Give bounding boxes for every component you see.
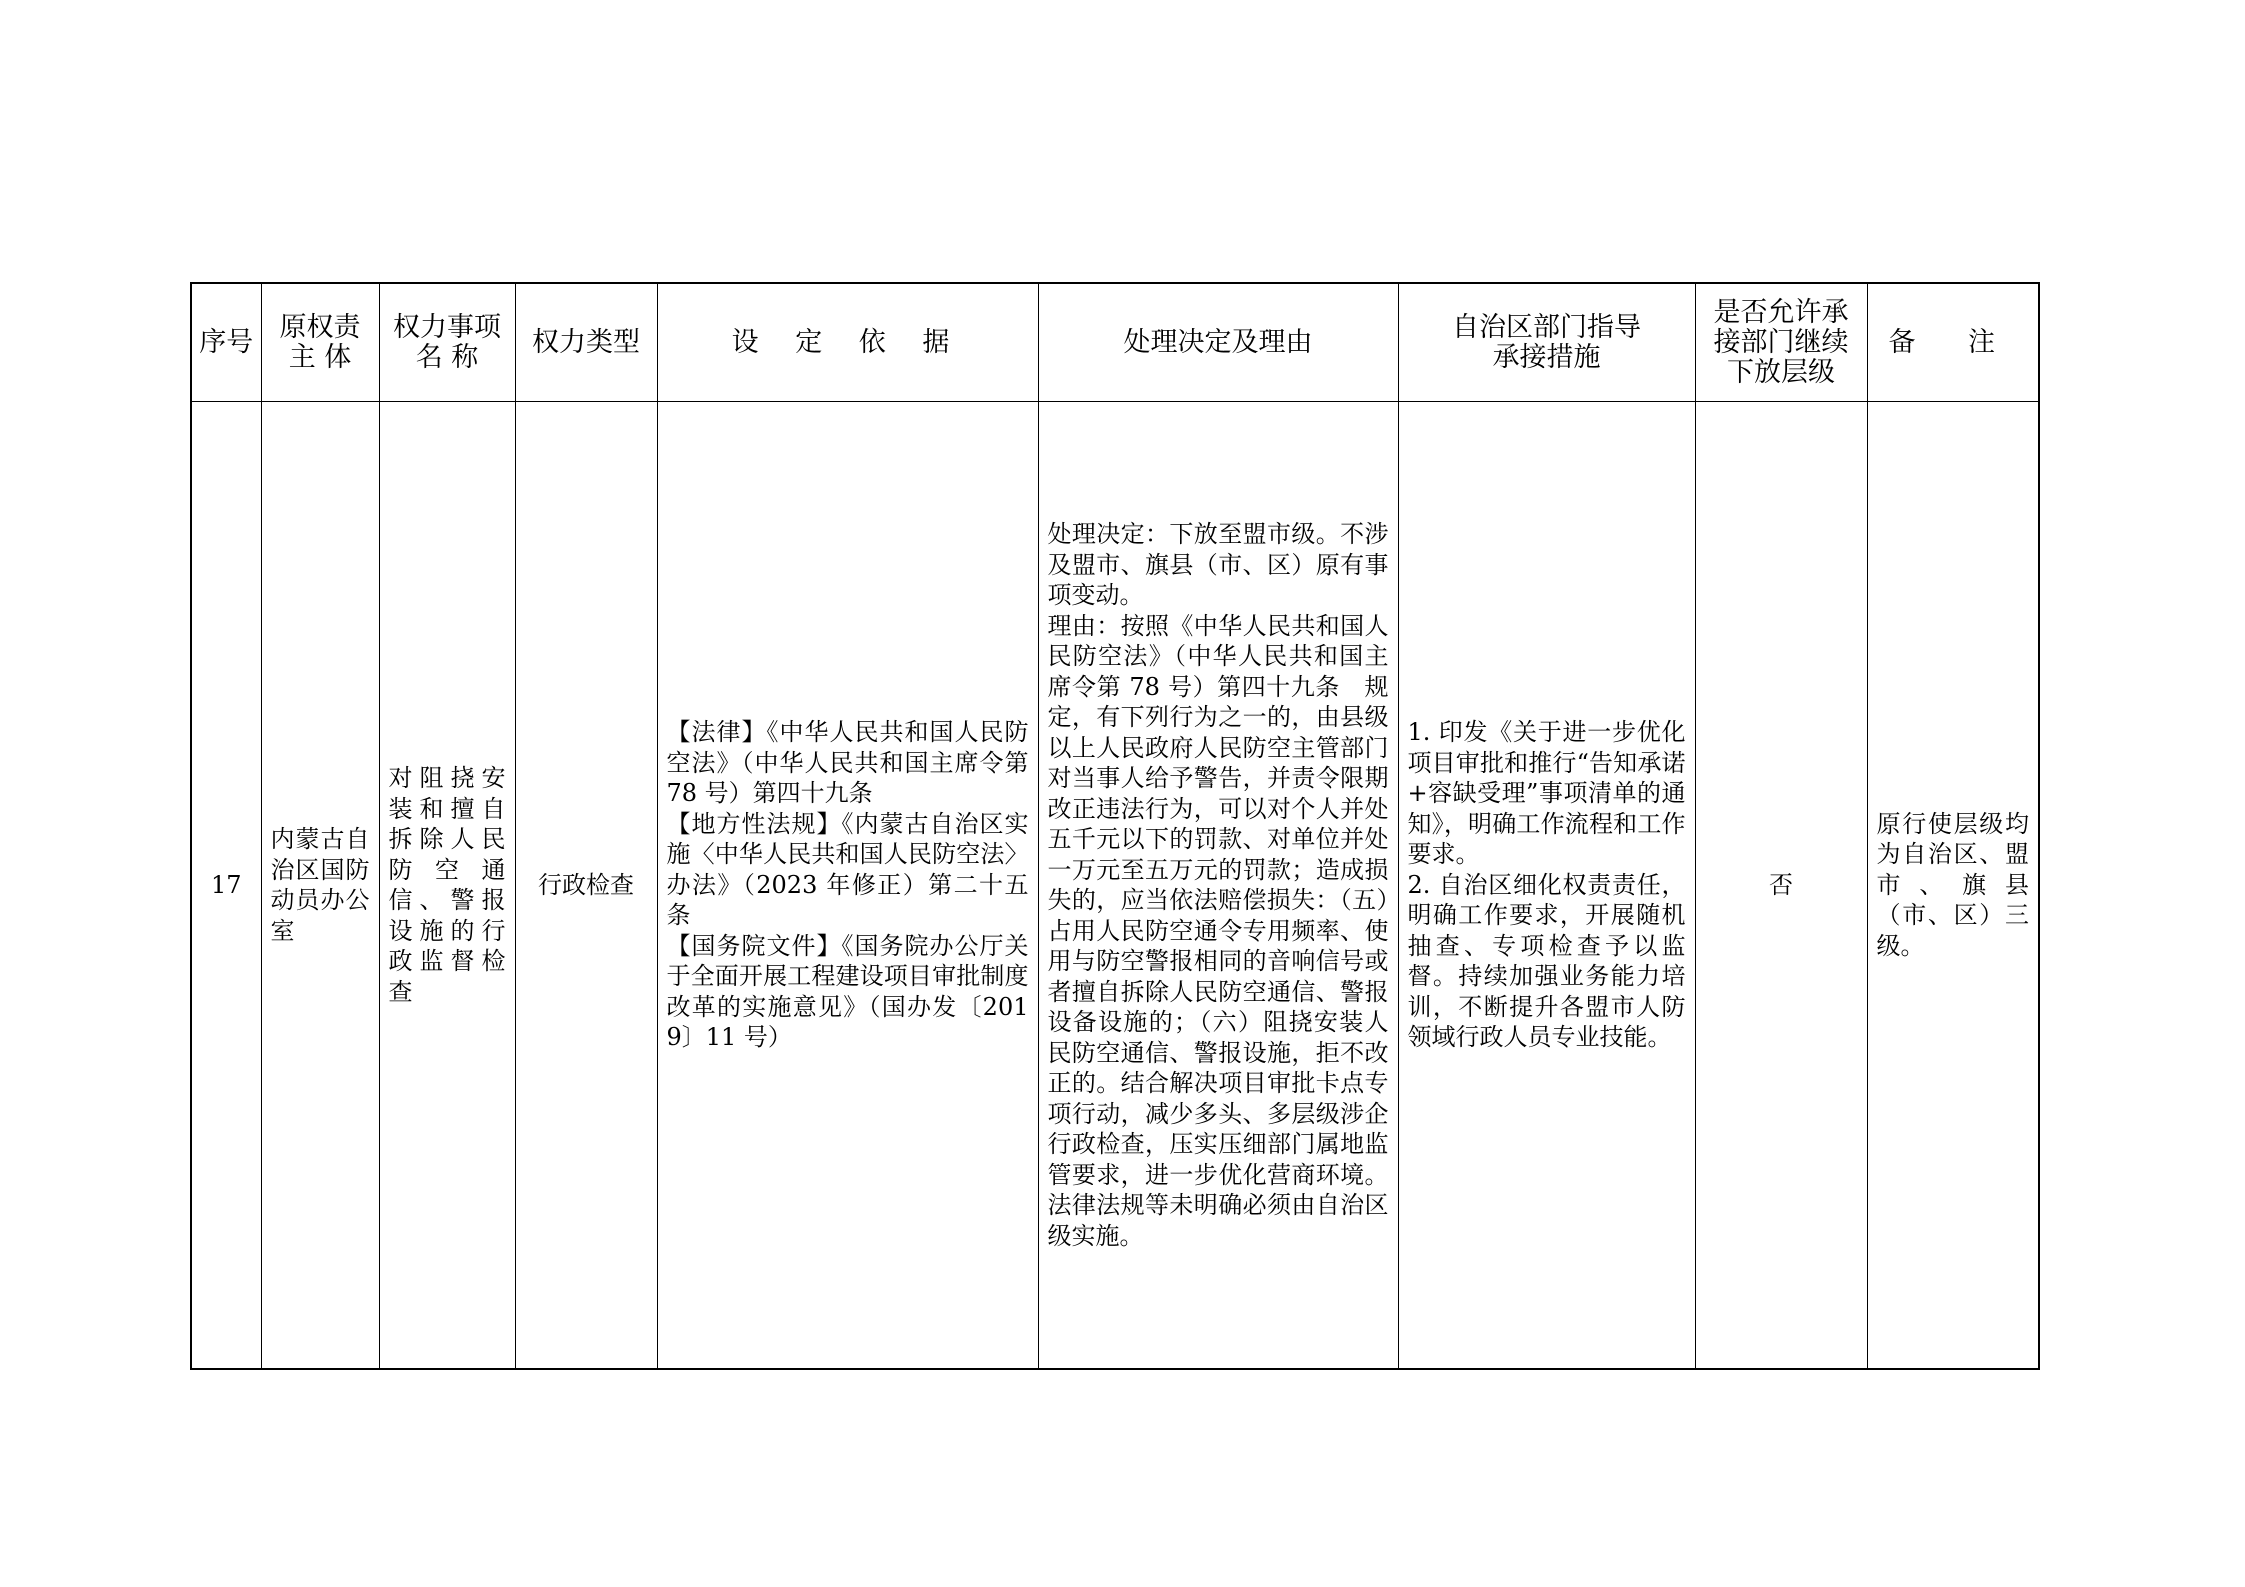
header-allow-further: 是否允许承 接部门继续 下放层级 [1695,283,1867,402]
cell-power-type: 行政检查 [515,402,657,1370]
cell-index: 17 [191,402,261,1370]
header-original-subject: 原权责 主 体 [261,283,379,402]
table-row [191,402,2039,1370]
cell-original-subject [261,402,379,1370]
header-basis: 设 定 依 据 [657,283,1038,402]
cell-basis [657,402,1038,1370]
header-index: 序号 [191,283,261,402]
basis-text: 【法律】《中华人民共和国人民防空法》（中华人民共和国主席令第 78 号）第四十九条 【地方性法规】《内蒙古自治区实施〈中华人民共和国人民防空法〉办法》（2023 年修正）第二十五条 【国务院文件】《国务院办公厅关于全面开展工程建设项目审批制度改革的实施意见》（国办发〔2019〕11 号） [666,718,1029,1052]
header-remarks: 备 注 [1867,283,2039,402]
decision-text: 处理决定：下放至盟市级。不涉及盟市、旗县（市、区）原有事项变动。 理由：按照《中华人民共和国人民防空法》（中华人民共和国主席令第 78 号）第四十九条 规定，有下列行为之一的，由县级以上人民政府人民防空主管部门对当事人给予警告，并责令限期改正违法行为，可以对个人并处五千元以下的罚款、对单位并处一万元至五万元的罚款；造成损失的，应当依法赔偿损失：（五）占用人民防空通令专用频率、使用与防空警报相同的音响信号或者擅自拆除人民防空通信、警报设备设施的；（六）阻挠安装人民防空通信、警报设施，拒不改正的。结合解决项目审批卡点专项行动，减少多头、多层级涉企行政检查，压实压细部门属地监管要求，进一步优化营商环境。法律法规等未明确必须由自治区级实施。 [1047,520,1389,1250]
cell-decision [1038,402,1398,1370]
header-power-type: 权力类型 [515,283,657,402]
power-items-table [190,282,2040,1370]
original-subject-text: 内蒙古自治区国防动员办公室 [270,825,370,945]
header-measures: 自治区部门指导 承接措施 [1398,283,1695,402]
header-row [191,283,2039,402]
cell-power-item [379,402,515,1370]
measures-text: 1. 印发《关于进一步优化项目审批和推行“告知承诺+容缺受理”事项清单的通知》，明确工作流程和工作要求。 2. 自治区细化权责责任，明确工作要求，开展随机抽查、专项检查予以监督。持续加强业务能力培训，不断提升各盟市人防领域行政人员专业技能。 [1407,718,1686,1052]
remarks-text: 原行使层级均为自治区、盟市、旗县（市、区）三级。 [1876,809,2029,960]
header-decision: 处理决定及理由 [1038,283,1398,402]
cell-allow-further: 否 [1695,402,1867,1370]
header-power-item: 权力事项 名 称 [379,283,515,402]
cell-measures [1398,402,1695,1370]
power-item-text: 对阻挠安装和擅自拆除人民防空通信、警报设施的行政监督检查 [388,764,506,1006]
cell-remarks [1867,402,2039,1370]
